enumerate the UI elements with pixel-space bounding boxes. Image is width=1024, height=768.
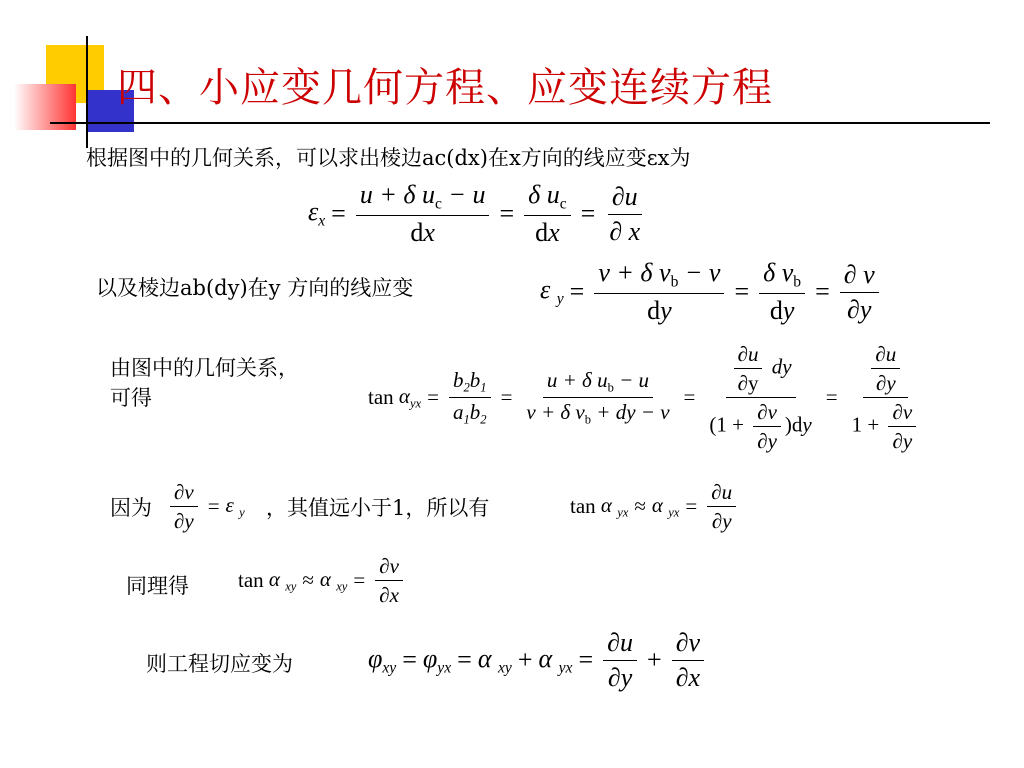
equation-approx-alpha-yx: tan α $_{yx}$ ≈ α $_{yx}$ = $\frac{\partial u}{\partial y}$ [570,480,740,533]
title-underline [50,122,990,124]
equation-tan-alpha-yx: tan $\alpha_{yx}$ = $\frac{b_2b_1}{a_1b_2}$ = $\frac{u + \delta u_b - u}{v + \delta v_b + dy - v}$ = $\frac{\partial u}{\partial y}$ dy (1 + $\frac{\partial v}{\partial y}$ )dy = $\frac{\partial u}{\partial y}$ 1 + $\frac{\partial v}{\partial y}$ [368,342,928,454]
text-line-3b: 可得 [110,386,152,410]
text-line-6: 则工程切应变为 [146,652,293,676]
equation-epsilon-x: $\varepsilon_x$ = $\frac{u + \delta u_c - u}{dx}$ = $\frac{\delta u_c}{dx}$ = $\frac{\partial u}{\partial x}$ [308,180,641,248]
equation-approx-alpha-xy: tan α $_{xy}$ ≈ α $_{xy}$ = $\frac{\partial v}{\partial x}$ [238,554,407,607]
deco-vline [86,36,88,148]
text-line-4a: 因为 [110,496,152,520]
equation-shear-strain: $\varphi_{xy}$ = $\varphi_{yx}$ = α $_{xy}$ + α $_{yx}$ = $\frac{\partial u}{\partial y}$ + $\frac{\partial v}{\partial x}$ [368,628,708,693]
slide-title: 四、小应变几何方程、应变连续方程 [117,65,773,111]
text-line-2: 以及棱边ab(dy)在y 方向的线应变 [96,276,414,300]
equation-epsilon-y: ε $_y$ = $\frac{v + \delta v_b - v}{dy}$ = $\frac{\delta v_b}{dy}$ = $\frac{\partial v}{\partial y}$ [540,258,883,326]
condition-dv-dy: $\frac{\partial v}{\partial y}$ = ε $_y$ [166,480,245,533]
text-line-3a: 由图中的几何关系， [110,356,299,380]
text-line-1: 根据图中的几何关系，可以求出棱边ac(dx)在x方向的线应变εx为 [86,146,691,170]
text-line-5: 同理得 [126,574,189,598]
text-line-4b: ，其值远小于1，所以有 [266,496,490,520]
